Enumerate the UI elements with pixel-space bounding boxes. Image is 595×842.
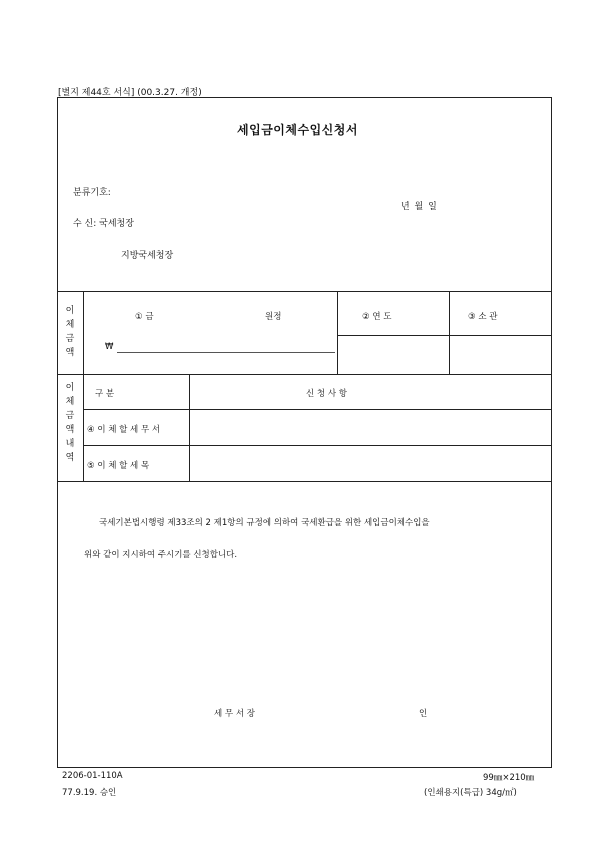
amount-input-line[interactable] (117, 352, 335, 353)
divider-line (57, 481, 551, 482)
transfer-tax-item-field[interactable] (190, 446, 550, 481)
divider-line (57, 291, 551, 292)
request-body-text: 국세기본법시행령 제33조의 2 제1항의 규정에 의하여 국세환급을 위한 세입금이체수입을 (99, 518, 430, 528)
amount-unit-label: 원정 (265, 312, 282, 322)
form-code: 2206-01-110A (62, 771, 123, 781)
transfer-amount-side-label: 이 체 금 액 (65, 306, 75, 358)
classification-label: 분류기호: (73, 188, 111, 198)
jurisdiction-label: ③ 소 관 (468, 312, 498, 322)
won-symbol: ₩ (105, 342, 114, 352)
form-number-note: [별지 제44호 서식] (00.3.27. 개정) (58, 88, 202, 98)
tax-office-head-label: 세 무 서 장 (214, 709, 255, 719)
divider-line (83, 291, 84, 374)
jurisdiction-field[interactable] (450, 336, 550, 374)
transfer-tax-office-label: ④ 이 체 할 세 무 서 (87, 425, 161, 435)
approval-date: 77.9.19. 승인 (62, 788, 117, 798)
transfer-tax-item-label: ⑤ 이 체 할 세 목 (87, 461, 150, 471)
form-title: 세입금이체수입신청서 (237, 123, 358, 137)
recipient-line2: 지방국세청장 (121, 251, 174, 261)
recipient-label: 수 신: 국세청장 (73, 219, 134, 229)
transfer-tax-office-field[interactable] (190, 410, 550, 445)
transfer-detail-side-label: 이 체 금 액 내 역 (65, 383, 75, 463)
request-body-text: 위와 같이 지시하여 주시기를 신청합니다. (84, 550, 238, 560)
date-label: 년 월 일 (401, 202, 438, 212)
divider-line (83, 374, 84, 481)
divider-line (57, 374, 551, 375)
paper-spec: (인쇄용지(특급) 34g/㎡) (424, 788, 517, 798)
amount-label: ① 금 (135, 312, 154, 322)
paper-size: 99㎜×210㎜ (483, 773, 535, 783)
seal-label: 인 (419, 709, 428, 719)
category-column-header: 구 분 (95, 389, 115, 399)
year-field[interactable] (338, 336, 449, 374)
request-items-column-header: 신 청 사 항 (306, 389, 347, 399)
year-label: ② 연 도 (362, 312, 392, 322)
